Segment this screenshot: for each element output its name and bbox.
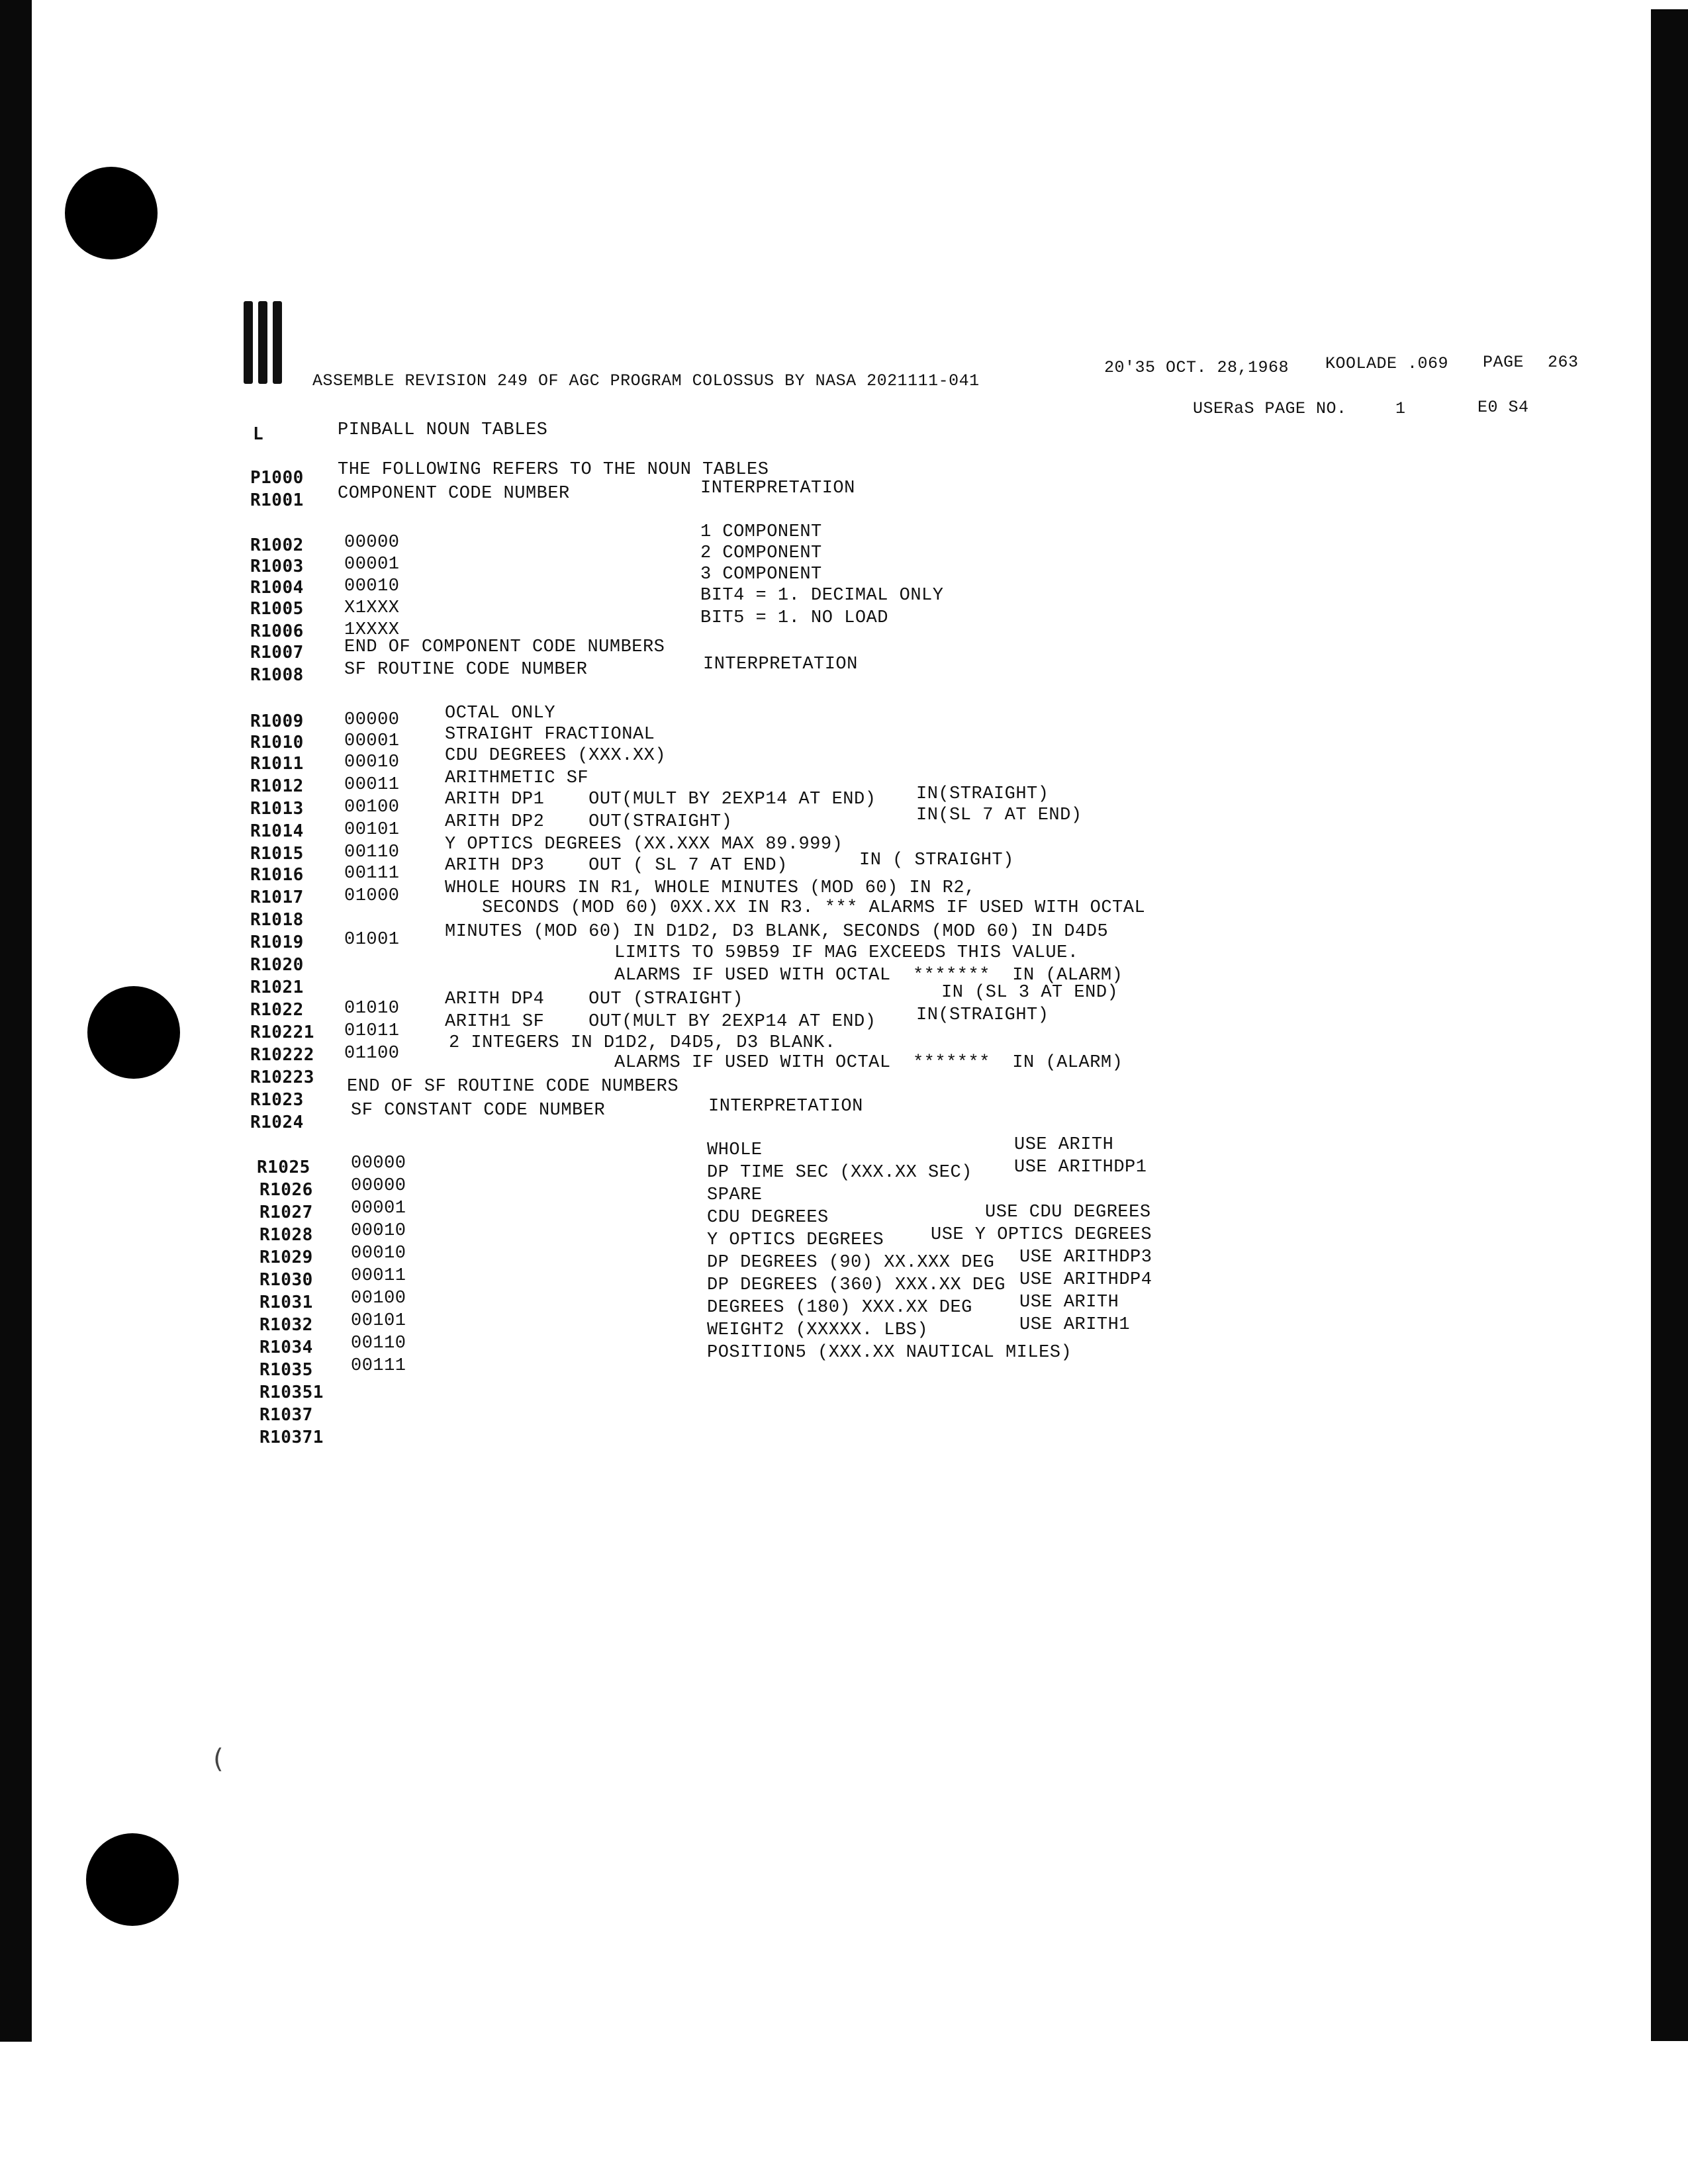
line-label: P1000 <box>250 468 304 488</box>
line-label: R1004 <box>250 578 304 598</box>
line-interp: WEIGHT2 (XXXXX. LBS) <box>707 1320 929 1340</box>
line-continuation: SECONDS (MOD 60) 0XX.XX IN R3. *** ALARMS IF USED WITH OCTAL <box>482 898 1146 918</box>
title-label: L <box>253 424 264 444</box>
line-label: R1032 <box>259 1315 313 1335</box>
line-label: R1012 <box>250 776 304 796</box>
e0-marker: E0 S4 <box>1477 398 1529 417</box>
line-label: R1002 <box>250 535 304 555</box>
line-label: R1021 <box>250 978 304 997</box>
line-interp: BIT5 = 1. NO LOAD <box>700 608 888 628</box>
header-koolade: KOOLADE .069 <box>1325 354 1449 373</box>
line-label: R1035 <box>259 1360 313 1380</box>
line-label: R1025 <box>257 1158 310 1177</box>
line-label: R1007 <box>250 643 304 662</box>
users-page-label: USERaS PAGE NO. <box>1193 399 1347 418</box>
stray-mark: ( <box>213 1744 224 1774</box>
line-label: R1031 <box>259 1293 313 1312</box>
line-continuation: LIMITS TO 59B59 IF MAG EXCEEDS THIS VALUE. <box>614 943 1079 963</box>
line-label: R1024 <box>250 1113 304 1132</box>
line-label: R1005 <box>250 599 304 619</box>
line-desc: MINUTES (MOD 60) IN D1D2, D3 BLANK, SECONDS (MOD 60) IN D4D5 <box>445 922 1109 942</box>
line-label: R10222 <box>250 1045 314 1065</box>
line-text: END OF COMPONENT CODE NUMBERS <box>344 637 665 657</box>
line-label: R10371 <box>259 1428 324 1447</box>
line-code: 00010 <box>344 752 400 772</box>
line-interp: 1 COMPONENT <box>700 522 822 542</box>
line-interp: INTERPRETATION <box>708 1097 863 1116</box>
binder-marks <box>244 301 297 384</box>
line-desc: ARITH DP3 OUT ( SL 7 AT END) <box>445 856 788 876</box>
line-use: USE ARITH <box>1014 1135 1114 1155</box>
line-label: R1023 <box>250 1090 304 1110</box>
header-page-label: PAGE <box>1483 353 1524 372</box>
line-label: R1010 <box>250 733 304 752</box>
line-text: COMPONENT CODE NUMBER <box>338 484 570 504</box>
line-label: R1018 <box>250 910 304 930</box>
line-text: SF CONSTANT CODE NUMBER <box>351 1101 606 1120</box>
line-desc: CDU DEGREES (XXX.XX) <box>445 746 667 766</box>
line-extra: IN(SL 7 AT END) <box>916 805 1082 825</box>
line-label: R1001 <box>250 490 304 510</box>
punch-hole-top <box>65 167 158 259</box>
scan-edge-left <box>0 0 32 2042</box>
line-code: 01100 <box>344 1044 400 1064</box>
line-code: 00001 <box>344 555 400 574</box>
line-use: USE ARITHDP3 <box>1019 1248 1152 1267</box>
line-interp: 3 COMPONENT <box>700 565 822 584</box>
header-line: ASSEMBLE REVISION 249 OF AGC PROGRAM COLOSSUS BY NASA 2021111-041 <box>312 371 980 390</box>
line-code: 01001 <box>344 930 400 950</box>
line-code: 00110 <box>351 1334 406 1353</box>
line-code: 01000 <box>344 886 400 906</box>
punch-hole-bottom <box>86 1833 179 1926</box>
line-desc: Y OPTICS DEGREES (XX.XXX MAX 89.999) <box>445 835 843 854</box>
line-interp: BIT4 = 1. DECIMAL ONLY <box>700 586 944 606</box>
line-label: R1026 <box>259 1180 313 1200</box>
line-label: R10223 <box>250 1068 314 1087</box>
line-use: USE ARITH <box>1019 1293 1119 1312</box>
line-code: 00110 <box>344 842 400 862</box>
line-continuation: ALARMS IF USED WITH OCTAL ******* IN (ALARM) <box>614 966 1123 985</box>
users-page-number: 1 <box>1395 399 1406 418</box>
line-interp: DEGREES (180) XXX.XX DEG <box>707 1298 972 1318</box>
line-code: 00011 <box>351 1266 406 1286</box>
line-use: USE Y OPTICS DEGREES <box>931 1225 1152 1245</box>
line-code: 00001 <box>351 1199 406 1218</box>
line-code: 00010 <box>351 1244 406 1263</box>
line-text: SF ROUTINE CODE NUMBER <box>344 660 588 680</box>
line-interp: DP TIME SEC (XXX.XX SEC) <box>707 1163 972 1183</box>
line-label: R1013 <box>250 799 304 819</box>
line-label: R1037 <box>259 1405 313 1425</box>
line-code: 00001 <box>344 731 400 751</box>
line-code: 01011 <box>344 1021 400 1041</box>
line-label: R1017 <box>250 887 304 907</box>
line-extra: IN(STRAIGHT) <box>916 784 1049 804</box>
line-label: R1019 <box>250 933 304 952</box>
line-code: 00000 <box>344 710 400 730</box>
line-code: 00111 <box>344 864 400 884</box>
punch-hole-middle <box>87 986 180 1079</box>
line-code: 1XXXX <box>344 620 400 640</box>
line-code: 00100 <box>344 797 400 817</box>
line-interp: DP DEGREES (90) XX.XXX DEG <box>707 1253 995 1273</box>
line-interp: INTERPRETATION <box>703 655 858 674</box>
line-label: R1014 <box>250 821 304 841</box>
line-code: 00000 <box>344 533 400 553</box>
line-label: R1028 <box>259 1225 313 1245</box>
line-label: R10351 <box>259 1383 324 1402</box>
line-label: R1015 <box>250 844 304 864</box>
line-desc: ARITH DP2 OUT(STRAIGHT) <box>445 812 733 832</box>
line-desc: OCTAL ONLY <box>445 704 556 723</box>
header-timestamp: 20'35 OCT. 28,1968 <box>1104 358 1289 377</box>
line-use: USE CDU DEGREES <box>985 1203 1151 1222</box>
line-code: 00101 <box>351 1311 406 1331</box>
line-code: X1XXX <box>344 598 400 618</box>
line-extra: IN (SL 3 AT END) <box>941 983 1119 1003</box>
line-interp: SPARE <box>707 1185 763 1205</box>
line-code: 00000 <box>351 1176 406 1196</box>
line-code: 00010 <box>344 576 400 596</box>
line-interp: Y OPTICS DEGREES <box>707 1230 884 1250</box>
line-label: R1029 <box>259 1248 313 1267</box>
line-label: R1022 <box>250 1000 304 1020</box>
line-interp: CDU DEGREES <box>707 1208 829 1228</box>
line-label: R1016 <box>250 865 304 885</box>
line-label: R1009 <box>250 711 304 731</box>
line-label: R10221 <box>250 1023 314 1042</box>
line-code: 00011 <box>344 775 400 795</box>
line-continuation: ALARMS IF USED WITH OCTAL ******* IN (ALARM) <box>614 1053 1123 1073</box>
line-desc: ARITH1 SF OUT(MULT BY 2EXP14 AT END) <box>445 1012 876 1032</box>
line-extra: IN ( STRAIGHT) <box>859 850 1014 870</box>
line-label: R1003 <box>250 557 304 576</box>
line-use: USE ARITHDP4 <box>1019 1270 1152 1290</box>
line-text: END OF SF ROUTINE CODE NUMBERS <box>347 1077 679 1097</box>
line-label: R1030 <box>259 1270 313 1290</box>
line-extra: IN(STRAIGHT) <box>916 1005 1049 1025</box>
line-interp: INTERPRETATION <box>700 478 855 498</box>
page-title: PINBALL NOUN TABLES <box>338 420 548 440</box>
line-code: 01010 <box>344 999 400 1019</box>
scan-edge-right <box>1651 9 1688 2041</box>
line-code: 00000 <box>351 1154 406 1173</box>
line-interp: WHOLE <box>707 1140 763 1160</box>
line-desc: ARITH DP1 OUT(MULT BY 2EXP14 AT END) <box>445 790 876 809</box>
line-desc: 2 INTEGERS IN D1D2, D4D5, D3 BLANK. <box>449 1033 836 1053</box>
line-label: R1034 <box>259 1338 313 1357</box>
line-desc: WHOLE HOURS IN R1, WHOLE MINUTES (MOD 60) IN R2, <box>445 878 976 898</box>
line-label: R1027 <box>259 1203 313 1222</box>
line-text: THE FOLLOWING REFERS TO THE NOUN TABLES <box>338 460 769 480</box>
header-page-number: 263 <box>1548 353 1579 372</box>
line-label: R1011 <box>250 754 304 774</box>
line-label: R1006 <box>250 621 304 641</box>
line-code: 00101 <box>344 820 400 840</box>
line-interp: DP DEGREES (360) XXX.XX DEG <box>707 1275 1006 1295</box>
line-interp: POSITION5 (XXX.XX NAUTICAL MILES) <box>707 1343 1072 1363</box>
line-code: 00010 <box>351 1221 406 1241</box>
line-label: R1008 <box>250 665 304 685</box>
line-use: USE ARITH1 <box>1019 1315 1131 1335</box>
line-desc: STRAIGHT FRACTIONAL <box>445 725 655 745</box>
line-desc: ARITHMETIC SF <box>445 768 589 788</box>
line-desc: ARITH DP4 OUT (STRAIGHT) <box>445 989 743 1009</box>
line-label: R1020 <box>250 955 304 975</box>
line-code: 00111 <box>351 1356 406 1376</box>
line-interp: 2 COMPONENT <box>700 543 822 563</box>
line-use: USE ARITHDP1 <box>1014 1158 1147 1177</box>
line-code: 00100 <box>351 1289 406 1308</box>
